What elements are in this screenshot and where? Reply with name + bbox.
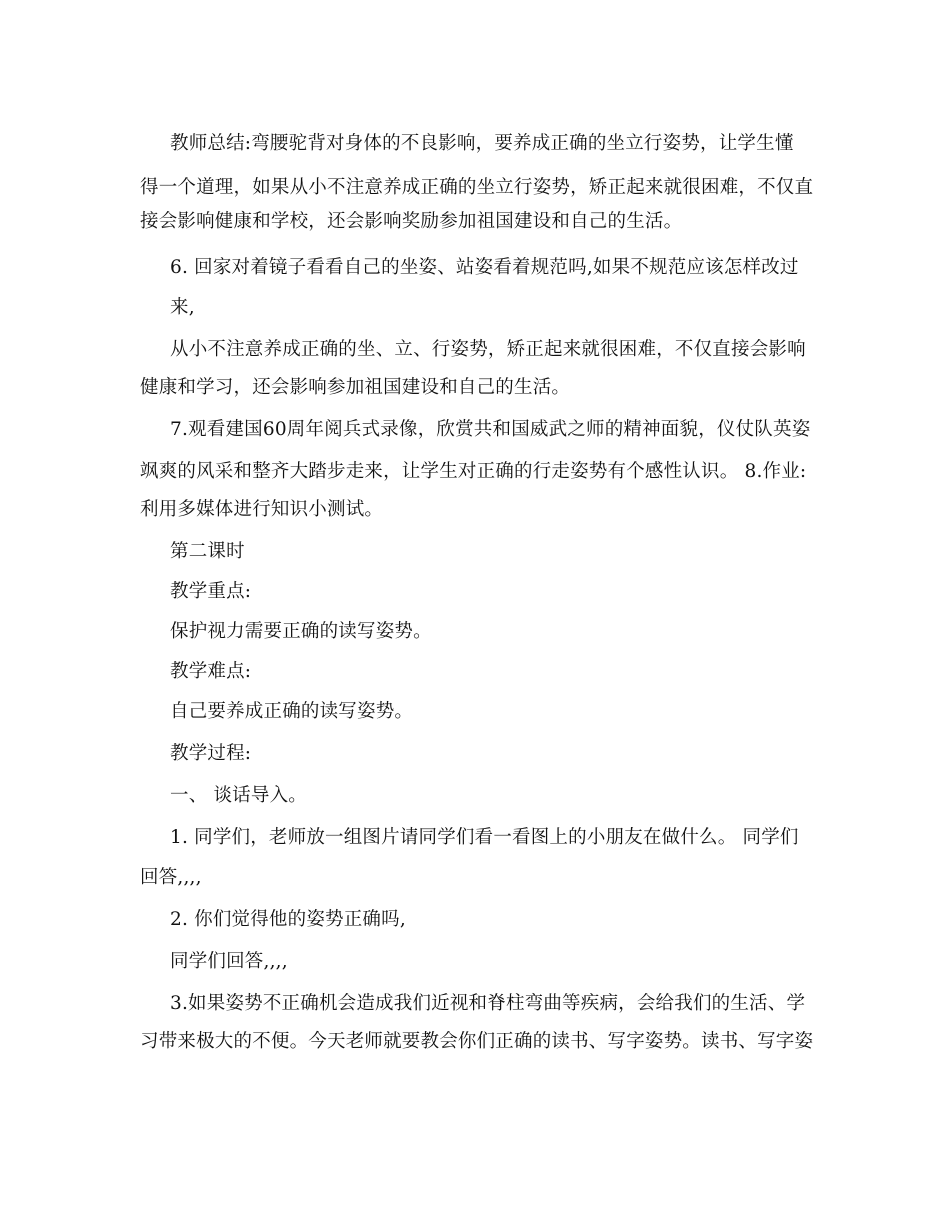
text-line: 教师总结:弯腰驼背对身体的不良影响，要养成正确的坐立行姿势，让学生懂 [170, 133, 794, 154]
text-line: 3.如果姿势不正确机会造成我们近视和脊柱弯曲等疾病，会给我们的生活、学 [170, 993, 806, 1014]
text-line: 飒爽的风采和整齐大踏步走来，让学生对正确的行走姿势有个感性认识。 8.作业: [140, 461, 807, 482]
text-line: 来, [170, 297, 195, 318]
text-line: 2. 你们觉得他的姿势正确吗, [170, 909, 406, 930]
text-line: 教学过程: [170, 743, 252, 764]
text-line: 从小不注意养成正确的坐、立、行姿势，矫正起来就很困难，不仅直接会影响 [170, 339, 806, 360]
text-line: 同学们回答,,,, [170, 951, 288, 972]
text-line: 健康和学习，还会影响参加祖国建设和自己的生活。 [140, 377, 571, 398]
text-line: 习带来极大的不便。今天老师就要教会你们正确的读书、写字姿势。读书、写字姿 [140, 1031, 814, 1052]
text-line: 利用多媒体进行知识小测试。 [140, 499, 384, 520]
text-line: 一、 谈话导入。 [170, 785, 307, 806]
text-line: 回答,,,, [140, 867, 202, 888]
text-line: 接会影响健康和学校，还会影响奖励参加祖国建设和自己的生活。 [140, 211, 683, 232]
text-line: 自己要养成正确的读写姿势。 [170, 701, 414, 722]
text-line: 1. 同学们，老师放一组图片请同学们看一看图上的小朋友在做什么。 同学们 [170, 827, 799, 848]
text-line: 教学难点: [170, 661, 252, 682]
text-line: 得一个道理，如果从小不注意养成正确的坐立行姿势，矫正起来就很困难，不仅直 [140, 177, 814, 198]
text-line: 保护视力需要正确的读写姿势。 [170, 621, 432, 642]
text-line: 教学重点: [170, 581, 252, 602]
section-heading: 第二课时 [170, 541, 245, 562]
text-line: 7.观看建国60周年阅兵式录像，欣赏共和国威武之师的精神面貌，仪仗队英姿 [170, 419, 811, 440]
text-line: 6. 回家对着镜子看看自己的坐姿、站姿看着规范吗,如果不规范应该怎样改过 [170, 257, 799, 278]
